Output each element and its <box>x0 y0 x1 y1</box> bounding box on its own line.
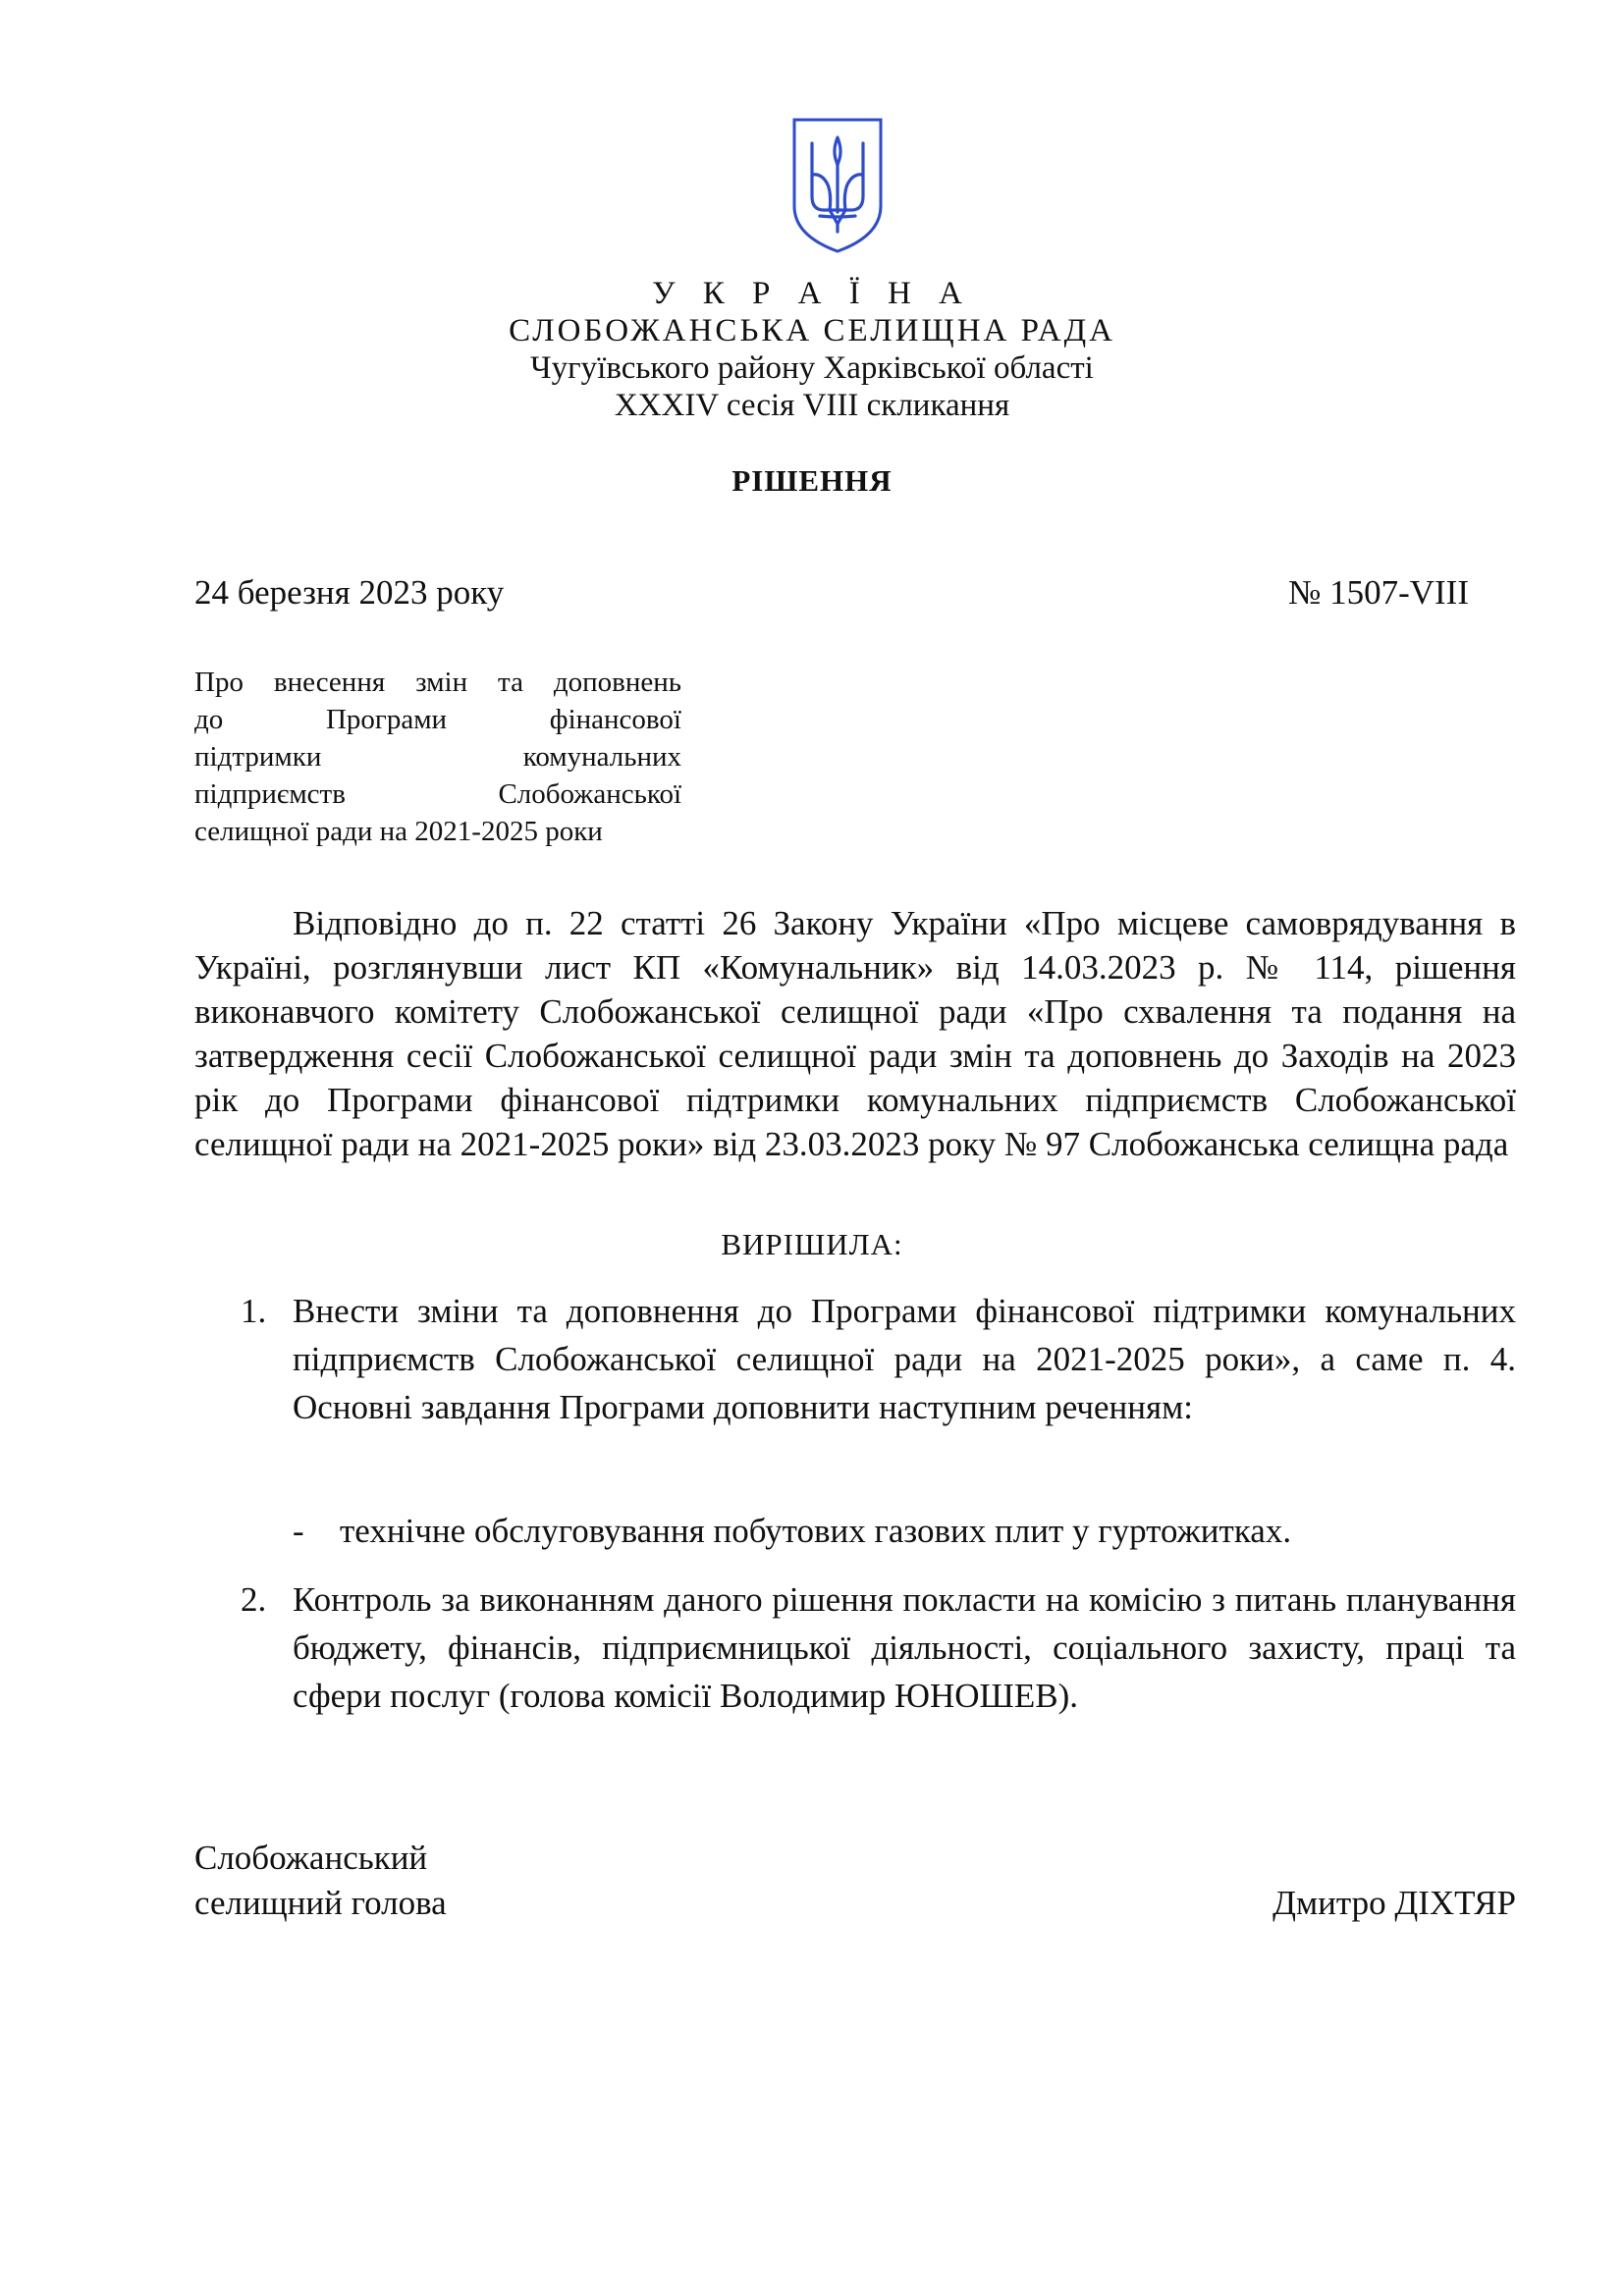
decision-sub-item <box>293 1507 1291 1555</box>
subject-line: селищної ради на 2021-2025 роки <box>194 816 603 847</box>
item-text: Внести зміни та доповнення до Програми фінансової підтримки комунальних підприємств Слобожанської селищної ради на 2021-2025 роки», а саме п. 4. Основні завдання Програми доповнити наступним реченням: <box>293 1292 1516 1426</box>
date-number-row <box>194 573 1469 616</box>
signature-position-line: Слобожанський <box>194 1839 428 1877</box>
subject-line: Про внесення змін та доповнень <box>194 667 681 698</box>
decided-heading: ВИРІШИЛА: <box>721 1227 903 1261</box>
decision-subject <box>194 664 681 850</box>
document-header <box>0 275 1624 424</box>
preamble-paragraph: Відповідно до п. 22 статті 26 Закону України «Про місцеве самоврядування в Україні, розглянувши лист КП «Комунальник» від 14.03.2023 р. № 114, рішення виконавчого комітету Слобожанської селищної ради «Про схвалення та подання на затвердження сесії Слобожанської селищної ради змін та доповнень до Заходів на 2023 рік до Програми фінансової підтримки комунальних підприємств Слобожанської селищної ради на 2021-2025 роки» від 23.03.2023 року № 97 Слобожанська селищна рада <box>194 904 1516 1163</box>
item-number: 1. <box>241 1292 267 1330</box>
session-name: XXXIV сесія VIII скликання <box>614 388 1010 423</box>
council-name: СЛОБОЖАНСЬКА СЕЛИЩНА РАДА <box>509 313 1115 348</box>
subject-line: підтримки комунальних <box>194 741 681 773</box>
decision-number: № 1507-VIII <box>1287 573 1469 612</box>
decision-date: 24 березня 2023 року <box>194 573 505 612</box>
decision-item-2 <box>194 1575 1516 1720</box>
decision-item-1 <box>194 1287 1516 1431</box>
trident-emblem-icon <box>790 116 885 255</box>
item-number: 2. <box>241 1580 267 1619</box>
sub-item-dash: - <box>293 1512 304 1550</box>
subject-line: до Програми фінансової <box>194 704 681 735</box>
sub-item-text: технічне обслуговування побутових газових плит у гуртожитках. <box>340 1512 1292 1550</box>
item-text: Контроль за виконанням даного рішення покласти на комісію з питань планування бюджету, фінансів, підприємницької діяльності, соціального захисту, праці та сфери послуг (голова комісії Володимир ЮНОШЕВ). <box>293 1580 1516 1715</box>
subject-line: підприємств Слобожанської <box>194 778 681 810</box>
country-name: У К Р А Ї Н А <box>652 276 972 311</box>
document-title: РІШЕННЯ <box>731 463 893 498</box>
signature-position <box>194 1836 447 1926</box>
signature-position-line: селищний голова <box>194 1884 447 1922</box>
district-name: Чугуївського району Харківської області <box>530 350 1094 386</box>
signature-name: Дмитро ДІХТЯР <box>1272 1884 1516 1922</box>
